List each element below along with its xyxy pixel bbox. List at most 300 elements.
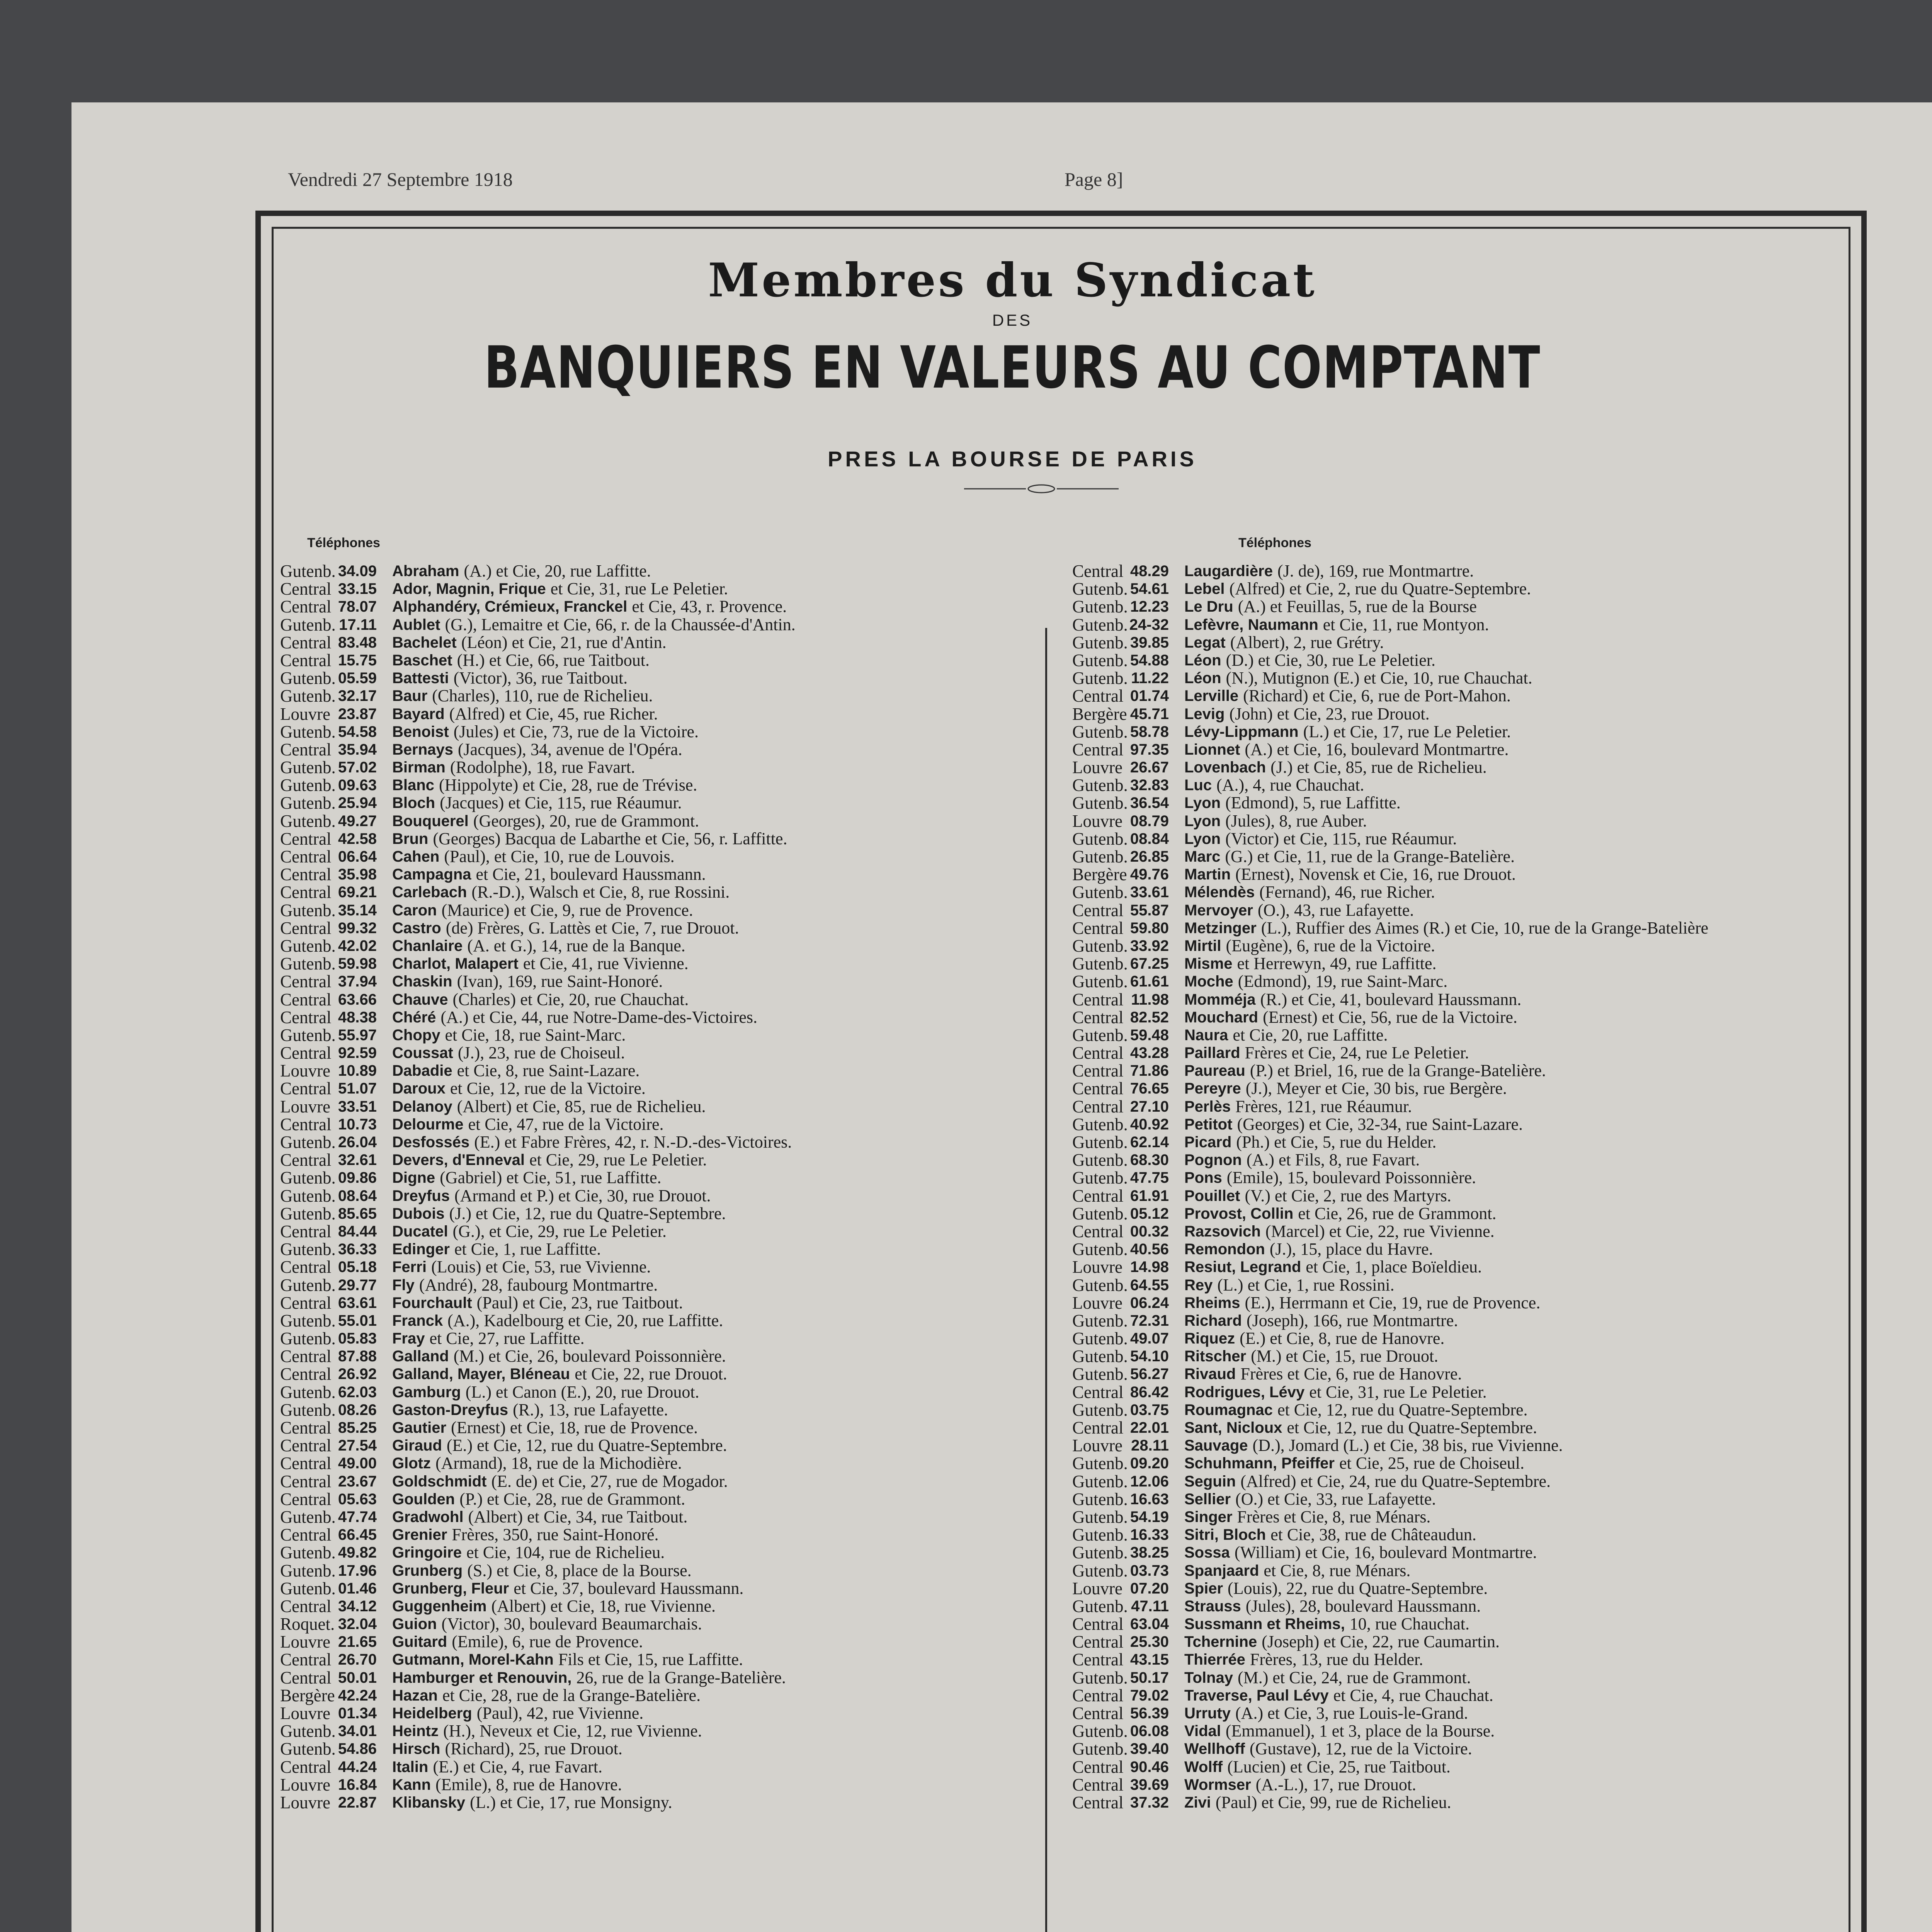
member-address: (Emile), 15, boulevard Poissonnière. xyxy=(1226,1168,1476,1187)
list-item xyxy=(280,687,1034,705)
member-address: et Cie, 28, rue de la Grange-Batelière. xyxy=(442,1685,701,1705)
list-item xyxy=(280,651,1034,669)
exchange-label: Gutenb. xyxy=(1072,597,1128,617)
member-name: Pereyre xyxy=(1184,1080,1241,1097)
list-item xyxy=(1072,1365,1826,1383)
list-item xyxy=(1072,1312,1826,1330)
list-item xyxy=(1072,562,1826,580)
member-address: (P.) et Cie, 28, rue de Grammont. xyxy=(459,1489,685,1509)
list-item xyxy=(280,1347,1034,1365)
list-item xyxy=(1072,1276,1826,1294)
member-name: Caron xyxy=(392,901,437,919)
member-name: Charlot, Malapert xyxy=(392,955,519,973)
member-address: (Gustave), 12, rue de la Victoire. xyxy=(1250,1739,1472,1759)
member-name: Seguin xyxy=(1184,1473,1236,1490)
list-item xyxy=(280,1740,1034,1758)
member-name: Perlès xyxy=(1184,1098,1231,1115)
member-address: et Cie, 38, rue de Châteaudun. xyxy=(1270,1525,1476,1544)
phone-number: 64.55 xyxy=(1130,1276,1169,1294)
member-address: (N.), Mutignon (E.) et Cie, 10, rue Chauchat. xyxy=(1226,668,1532,688)
exchange-label: Louvre xyxy=(280,1632,330,1652)
phone-number: 85.65 xyxy=(338,1205,377,1222)
list-item xyxy=(1072,759,1826,776)
exchange-label: Gutenb. xyxy=(280,954,336,974)
exchange-label: Gutenb. xyxy=(280,1329,336,1349)
member-address: et Cie, 31, rue Le Peletier. xyxy=(550,579,728,599)
exchange-label: Central xyxy=(280,990,332,1009)
main-title: Membres du Syndicat xyxy=(708,253,1317,308)
exchange-label: Central xyxy=(280,1079,332,1099)
phone-number: 76.65 xyxy=(1130,1080,1169,1097)
list-item xyxy=(1072,919,1826,937)
phone-number: 61.61 xyxy=(1130,973,1169,990)
list-item xyxy=(280,1330,1034,1347)
member-name: Marc xyxy=(1184,848,1221,865)
phone-number: 56.39 xyxy=(1130,1705,1169,1722)
member-address: et Cie, 12, rue du Quatre-Septembre. xyxy=(1277,1400,1528,1419)
list-item xyxy=(280,562,1034,580)
member-name: Digne xyxy=(392,1169,435,1187)
list-item xyxy=(1072,741,1826,759)
phone-number: 61.91 xyxy=(1130,1187,1169,1204)
phone-number: 23.67 xyxy=(338,1473,377,1490)
phone-number: 48.38 xyxy=(338,1009,377,1026)
list-item xyxy=(1072,580,1826,598)
exchange-label: Gutenb. xyxy=(1072,1168,1128,1188)
member-address: (E. de) et Cie, 27, rue de Mogador. xyxy=(491,1471,728,1491)
phone-number: 85.25 xyxy=(338,1419,377,1436)
member-address: (G.) et Cie, 11, rue de la Grange-Batelière. xyxy=(1225,847,1515,866)
exchange-label: Gutenb. xyxy=(1072,1596,1128,1616)
member-address: et Cie, 20, rue Laffitte. xyxy=(1233,1025,1388,1044)
phone-number: 57.02 xyxy=(338,759,377,776)
member-address: (Emile), 8, rue de Hanovre. xyxy=(435,1775,622,1794)
member-address: (Marcel) et Cie, 22, rue Vivienne. xyxy=(1265,1221,1495,1241)
exchange-label: Gutenb. xyxy=(280,1133,336,1152)
exchange-label: Central xyxy=(1072,900,1124,920)
phone-number: 25.94 xyxy=(338,794,377,812)
exchange-label: Central xyxy=(280,883,332,902)
list-item xyxy=(280,1098,1034,1116)
list-item xyxy=(280,1633,1034,1651)
phone-number: 16.33 xyxy=(1130,1526,1169,1544)
list-item xyxy=(1072,1508,1826,1526)
member-name: Chéré xyxy=(392,1009,436,1026)
telephones-header: Téléphones xyxy=(307,536,380,550)
exchange-label: Gutenb. xyxy=(1072,847,1128,866)
list-item xyxy=(1072,1187,1826,1205)
list-item xyxy=(1072,1758,1826,1776)
list-item xyxy=(1072,848,1826,866)
phone-number: 54.88 xyxy=(1130,651,1169,669)
member-name: Devers, d'Enneval xyxy=(392,1151,525,1169)
phone-number: 14.98 xyxy=(1130,1259,1169,1276)
list-item xyxy=(280,1009,1034,1026)
member-address: (J.) et Cie, 85, rue de Richelieu. xyxy=(1270,758,1487,777)
rows-container xyxy=(280,562,1034,1811)
member-name: Sauvage xyxy=(1184,1437,1248,1454)
phone-number: 55.97 xyxy=(338,1026,377,1044)
list-item xyxy=(280,919,1034,937)
member-address: Frères et Cie, 6, rue de Hanovre. xyxy=(1240,1364,1462,1384)
phone-number: 66.45 xyxy=(338,1526,377,1544)
phone-number: 87.88 xyxy=(338,1348,377,1365)
column-divider xyxy=(1045,628,1047,1932)
list-item xyxy=(1072,1651,1826,1668)
list-item xyxy=(280,1526,1034,1544)
members-list-right xyxy=(1072,524,1826,1811)
list-item xyxy=(280,1205,1034,1223)
exchange-label: Central xyxy=(280,1114,332,1134)
member-name: Fly xyxy=(392,1276,415,1294)
exchange-label: Bergère xyxy=(1072,704,1127,724)
list-item xyxy=(280,1615,1034,1633)
exchange-label: Central xyxy=(280,1221,332,1241)
phone-number: 15.75 xyxy=(338,651,377,669)
list-item xyxy=(1072,1544,1826,1561)
member-name: Dubois xyxy=(392,1205,445,1222)
phone-number: 45.71 xyxy=(1130,705,1169,723)
list-item xyxy=(1072,1597,1826,1615)
list-item xyxy=(1072,973,1826,990)
list-item xyxy=(280,1187,1034,1205)
member-name: Abraham xyxy=(392,563,459,580)
member-name: Coussat xyxy=(392,1044,453,1062)
member-name: Bloch xyxy=(392,794,435,812)
exchange-label: Gutenb. xyxy=(1072,776,1128,795)
exchange-label: Gutenb. xyxy=(280,900,336,920)
exchange-label: Central xyxy=(1072,1793,1124,1812)
exchange-label: Central xyxy=(1072,1007,1124,1027)
page-date: Vendredi 27 Septembre 1918 xyxy=(288,168,513,190)
member-address: Frères, 121, rue Réaumur. xyxy=(1235,1097,1412,1116)
member-address: (Edmond), 5, rue Laffitte. xyxy=(1225,793,1401,813)
list-item xyxy=(280,1080,1034,1097)
list-item xyxy=(280,1169,1034,1187)
exchange-label: Gutenb. xyxy=(1072,1739,1128,1759)
exchange-label: Gutenb. xyxy=(1072,615,1128,634)
exchange-label: Central xyxy=(1072,1685,1124,1705)
exchange-label: Central xyxy=(280,865,332,884)
list-item xyxy=(1072,1294,1826,1312)
exchange-label: Central xyxy=(1072,686,1124,706)
member-name: Spier xyxy=(1184,1580,1223,1597)
member-address: et Cie, 1, place Boïeldieu. xyxy=(1306,1257,1482,1277)
member-name: Urruty xyxy=(1184,1705,1231,1722)
phone-number: 26.92 xyxy=(338,1366,377,1383)
member-address: (H.), Neveux et Cie, 12, rue Vivienne. xyxy=(443,1721,702,1741)
member-address: (D.) et Cie, 30, rue Le Peletier. xyxy=(1226,650,1436,670)
list-item xyxy=(1072,1454,1826,1472)
member-name: Baur xyxy=(392,687,428,705)
member-address: (A.) et Cie, 44, rue Notre-Dame-des-Victoires. xyxy=(440,1007,757,1027)
member-address: (Charles), 110, rue de Richelieu. xyxy=(432,686,653,706)
exchange-label: Central xyxy=(1072,1614,1124,1634)
member-name: Grunberg xyxy=(392,1562,463,1579)
exchange-label: Gutenb. xyxy=(1072,579,1128,599)
list-item xyxy=(280,1454,1034,1472)
member-address: (A.) et Cie, 16, boulevard Montmartre. xyxy=(1245,740,1509,759)
phone-number: 37.94 xyxy=(338,973,377,990)
member-address: (E.) et Fabre Frères, 42, r. N.-D.-des-Victoires. xyxy=(474,1133,792,1151)
member-address: et Cie, 37, boulevard Haussmann. xyxy=(514,1578,744,1598)
list-item xyxy=(280,1473,1034,1490)
member-name: Le Dru xyxy=(1184,598,1233,616)
member-address: 26, rue de la Grange-Batelière. xyxy=(576,1668,786,1687)
member-address: (G.), Lemaitre et Cie, 66, r. de la Chaussée-d'Antin. xyxy=(445,615,796,634)
member-name: Rodrigues, Lévy xyxy=(1184,1383,1305,1401)
member-address: (G.), et Cie, 29, rue Le Peletier. xyxy=(452,1221,667,1241)
member-address: (O.), 43, rue Lafayette. xyxy=(1257,900,1414,920)
exchange-label: Gutenb. xyxy=(280,1578,336,1598)
list-item xyxy=(1072,1722,1826,1740)
list-item xyxy=(1072,1562,1826,1580)
exchange-label: Gutenb. xyxy=(1072,1329,1128,1349)
member-address: (Jules), 8, rue Auber. xyxy=(1225,811,1367,830)
list-item xyxy=(1072,1044,1826,1062)
member-name: Bayard xyxy=(392,705,445,723)
phone-number: 08.84 xyxy=(1130,830,1169,847)
exchange-label: Gutenb. xyxy=(280,1311,336,1330)
exchange-label: Gutenb. xyxy=(1072,1240,1128,1259)
list-item xyxy=(280,1508,1034,1526)
member-name: Franck xyxy=(392,1312,443,1329)
list-item xyxy=(1072,1490,1826,1508)
member-address: (Fernand), 46, rue Richer. xyxy=(1259,883,1435,902)
exchange-label: Gutenb. xyxy=(1072,1471,1128,1491)
list-item xyxy=(280,991,1034,1009)
exchange-label: Central xyxy=(1072,1650,1124,1670)
phone-number: 27.54 xyxy=(338,1437,377,1454)
exchange-label: Central xyxy=(280,740,332,759)
list-item xyxy=(280,812,1034,830)
member-name: Fourchault xyxy=(392,1294,472,1311)
member-name: Ador, Magnin, Frique xyxy=(392,580,546,598)
member-address: (D.), Jomard (L.) et Cie, 38 bis, rue Vivienne. xyxy=(1252,1436,1563,1455)
member-address: (Jacques), 34, avenue de l'Opéra. xyxy=(457,740,682,759)
exchange-label: Louvre xyxy=(1072,1293,1122,1313)
member-address: (Georges), 20, rue de Grammont. xyxy=(473,811,699,830)
member-name: Hazan xyxy=(392,1687,438,1704)
member-name: Lebel xyxy=(1184,580,1225,598)
list-item xyxy=(280,1258,1034,1276)
list-item xyxy=(280,1704,1034,1722)
phone-number: 08.64 xyxy=(338,1187,377,1204)
member-name: Roumagnac xyxy=(1184,1401,1273,1418)
exchange-label: Louvre xyxy=(280,1097,330,1116)
member-name: Lerville xyxy=(1184,687,1239,705)
member-name: Levig xyxy=(1184,705,1225,723)
phone-number: 28.11 xyxy=(1131,1437,1169,1454)
list-item xyxy=(280,901,1034,919)
list-item xyxy=(1072,1205,1826,1223)
phone-number: 49.00 xyxy=(338,1455,377,1472)
phone-number: 03.75 xyxy=(1130,1401,1169,1418)
member-name: Misme xyxy=(1184,955,1233,973)
exchange-label: Gutenb. xyxy=(280,722,336,742)
exchange-label: Central xyxy=(280,1489,332,1509)
member-address: Frères, 13, rue du Helder. xyxy=(1250,1650,1423,1669)
phone-number: 03.73 xyxy=(1130,1562,1169,1579)
phone-number: 05.83 xyxy=(338,1330,377,1347)
phone-number: 34.12 xyxy=(338,1597,377,1615)
phone-number: 39.69 xyxy=(1130,1776,1169,1793)
member-address: (Joseph), 166, rue Montmartre. xyxy=(1246,1311,1458,1330)
list-item xyxy=(1072,669,1826,687)
exchange-label: Gutenb. xyxy=(1072,1561,1128,1580)
phone-number: 33.51 xyxy=(338,1098,377,1115)
phone-number: 05.63 xyxy=(338,1490,377,1508)
list-item xyxy=(280,1276,1034,1294)
exchange-label: Gutenb. xyxy=(280,1382,336,1402)
member-name: Bernays xyxy=(392,741,453,758)
list-item xyxy=(1072,1098,1826,1116)
member-address: Frères et Cie, 24, rue Le Peletier. xyxy=(1245,1043,1469,1063)
member-address: (Albert) et Cie, 85, rue de Richelieu. xyxy=(457,1097,706,1116)
exchange-label: Central xyxy=(1072,1079,1124,1099)
member-name: Mirtil xyxy=(1184,937,1221,954)
exchange-label: Louvre xyxy=(1072,758,1122,777)
list-item xyxy=(280,955,1034,973)
member-name: Kann xyxy=(392,1776,431,1793)
list-item xyxy=(280,1597,1034,1615)
phone-number: 78.07 xyxy=(338,598,377,616)
member-address: et Cie, 104, rue de Richelieu. xyxy=(466,1543,665,1562)
exchange-label: Central xyxy=(1072,740,1124,759)
exchange-label: Gutenb. xyxy=(1072,1364,1128,1384)
list-item xyxy=(1072,598,1826,616)
list-item xyxy=(280,759,1034,776)
exchange-label: Central xyxy=(280,1418,332,1437)
member-name: Lefèvre, Naumann xyxy=(1184,616,1318,633)
member-name: Glotz xyxy=(392,1455,431,1472)
member-address: (Paul), et Cie, 10, rue de Louvois. xyxy=(444,847,675,866)
exchange-label: Central xyxy=(280,972,332,992)
exchange-label: Gutenb. xyxy=(280,1025,336,1045)
exchange-label: Gutenb. xyxy=(1072,1489,1128,1509)
member-address: et Cie, 22, rue Drouot. xyxy=(575,1364,727,1384)
member-name: Chaskin xyxy=(392,973,452,990)
list-item xyxy=(1072,1383,1826,1401)
exchange-label: Gutenb. xyxy=(1072,1400,1128,1420)
exchange-label: Gutenb. xyxy=(1072,793,1128,813)
list-item xyxy=(1072,937,1826,955)
member-address: (André), 28, faubourg Montmartre. xyxy=(419,1275,658,1294)
phone-number: 33.15 xyxy=(338,580,377,598)
list-item xyxy=(280,1580,1034,1597)
member-name: Alphandéry, Crémieux, Franckel xyxy=(392,598,628,616)
exchange-label: Central xyxy=(280,1043,332,1063)
phone-number: 09.63 xyxy=(338,777,377,794)
exchange-label: Central xyxy=(280,1757,332,1777)
member-address: (S.) et Cie, 8, place de la Bourse. xyxy=(467,1561,692,1580)
list-item xyxy=(1072,1580,1826,1597)
phone-number: 06.08 xyxy=(1130,1723,1169,1740)
list-item xyxy=(280,794,1034,812)
member-address: (Ernest), Novensk et Cie, 16, rue Drouot. xyxy=(1235,865,1516,884)
list-item xyxy=(1072,866,1826,883)
list-item xyxy=(280,1401,1034,1419)
member-name: Traverse, Paul Lévy xyxy=(1184,1687,1329,1704)
phone-number: 37.32 xyxy=(1130,1794,1169,1811)
list-item xyxy=(280,1776,1034,1794)
phone-number: 59.48 xyxy=(1130,1026,1169,1044)
member-name: Thierrée xyxy=(1184,1651,1245,1668)
list-item xyxy=(1072,1116,1826,1133)
member-address: (E.) et Cie, 4, rue Favart. xyxy=(433,1757,602,1776)
phone-number: 34.09 xyxy=(338,563,377,580)
member-name: Guggenheim xyxy=(392,1597,487,1615)
exchange-label: Louvre xyxy=(1072,1436,1122,1456)
phone-number: 49.82 xyxy=(338,1544,377,1561)
list-item xyxy=(1072,1347,1826,1365)
member-name: Petitot xyxy=(1184,1116,1233,1133)
list-item xyxy=(1072,812,1826,830)
phone-number: 44.24 xyxy=(338,1758,377,1776)
exchange-label: Central xyxy=(280,1596,332,1616)
phone-number: 23.87 xyxy=(338,705,377,723)
phone-number: 54.86 xyxy=(338,1740,377,1758)
exchange-label: Gutenb. xyxy=(280,1507,336,1527)
exchange-label: Gutenb. xyxy=(1072,1133,1128,1152)
member-address: (Alfred) et Cie, 24, rue du Quatre-Septembre. xyxy=(1240,1471,1551,1491)
phone-number: 50.01 xyxy=(338,1669,377,1686)
phone-number: 01.74 xyxy=(1130,687,1169,705)
exchange-label: Gutenb. xyxy=(280,1739,336,1759)
member-name: Goldschmidt xyxy=(392,1473,487,1490)
member-address: (Emile), 6, rue de Provence. xyxy=(452,1632,643,1651)
member-name: Rivaud xyxy=(1184,1366,1236,1383)
exchange-label: Roquet. xyxy=(280,1614,335,1634)
exchange-label: Gutenb. xyxy=(280,561,336,581)
list-item xyxy=(1072,634,1826,651)
member-address: 10, rue Chauchat. xyxy=(1349,1614,1470,1634)
phone-number: 11.98 xyxy=(1131,991,1169,1008)
phone-number: 32.17 xyxy=(338,687,377,705)
exchange-label: Gutenb. xyxy=(280,686,336,706)
member-name: Naura xyxy=(1184,1026,1228,1044)
member-address: et Cie, 41, rue Vivienne. xyxy=(523,954,689,973)
exchange-label: Gutenb. xyxy=(1072,1025,1128,1045)
exchange-label: Gutenb. xyxy=(1072,1275,1128,1295)
member-name: Moche xyxy=(1184,973,1233,990)
exchange-label: Central xyxy=(280,829,332,849)
phone-number: 86.42 xyxy=(1130,1383,1169,1401)
member-address: (Emmanuel), 1 et 3, place de la Bourse. xyxy=(1225,1721,1495,1741)
member-name: Desfossés xyxy=(392,1134,470,1151)
exchange-label: Central xyxy=(1072,1418,1124,1437)
member-name: Chauve xyxy=(392,991,448,1008)
phone-number: 47.11 xyxy=(1131,1597,1169,1615)
phone-number: 51.07 xyxy=(338,1080,377,1097)
phone-number: 67.25 xyxy=(1130,955,1169,973)
member-address: (Charles) et Cie, 20, rue Chauchat. xyxy=(452,990,689,1009)
phone-number: 35.98 xyxy=(338,866,377,883)
big-title: BANQUIERS EN VALEURS AU COMPTANT xyxy=(484,334,1541,401)
phone-number: 83.48 xyxy=(338,634,377,651)
member-name: Ferri xyxy=(392,1259,427,1276)
phone-number: 22.01 xyxy=(1130,1419,1169,1436)
list-item xyxy=(1072,776,1826,794)
list-item xyxy=(1072,723,1826,741)
exchange-label: Central xyxy=(280,1007,332,1027)
phone-number: 39.85 xyxy=(1130,634,1169,651)
member-name: Lyon xyxy=(1184,812,1221,830)
member-name: Cahen xyxy=(392,848,440,865)
member-address: (L.) et Cie, 17, rue Monsigny. xyxy=(469,1793,672,1812)
list-item xyxy=(280,1044,1034,1062)
member-address: (J.) et Cie, 12, rue du Quatre-Septembre. xyxy=(449,1204,726,1223)
